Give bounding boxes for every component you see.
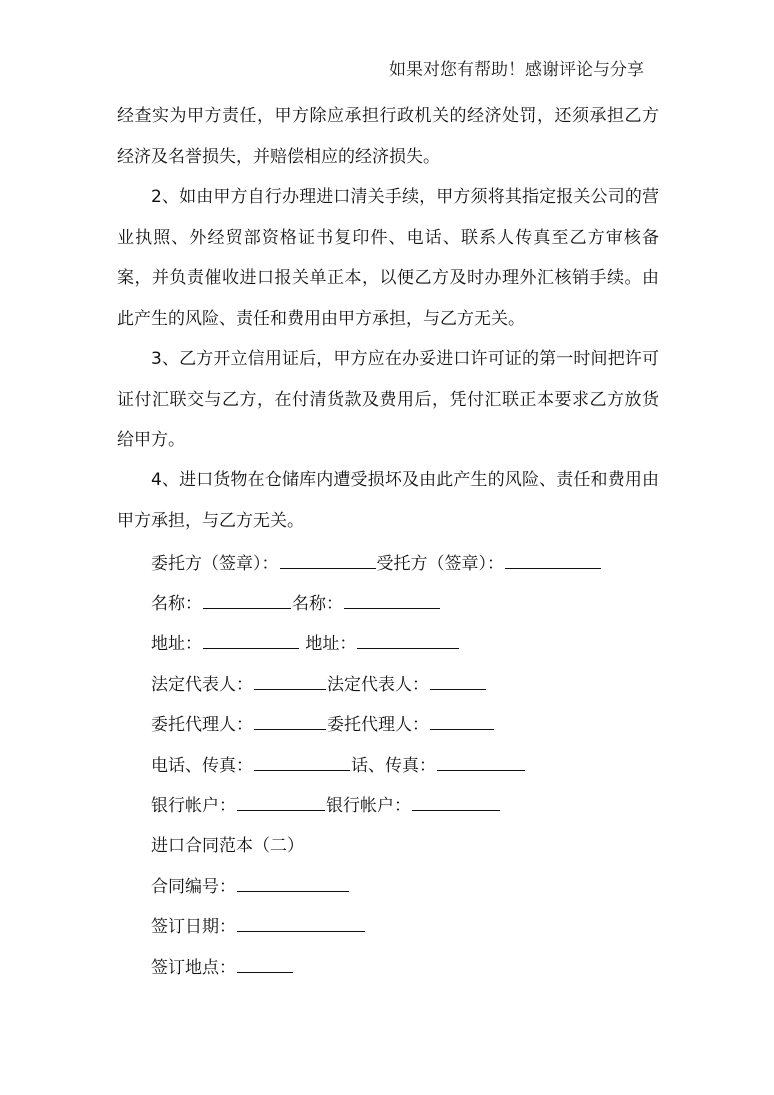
client-proxy-label: 委托代理人： bbox=[151, 715, 253, 735]
agent-proxy-blank[interactable] bbox=[430, 713, 494, 730]
paragraph-2-text: 2、如由甲方自行办理进口清关手续，甲方须将其指定报关公司的营业执照、外经贸部资格证书复印件、电话、联系人传真至乙方审核备案，并负责催收进口报关单正本，以便乙方及时办理外汇核销手续。由此产生的风险、责任和费用由甲方承担，与乙方无关。 bbox=[117, 187, 659, 329]
agent-legal-rep-label: 法定代表人： bbox=[327, 675, 429, 695]
signing-place-line bbox=[151, 956, 294, 980]
signing-date-line bbox=[151, 915, 366, 939]
agent-bank-account-label: 银行帐户： bbox=[326, 796, 411, 816]
client-legal-rep-blank[interactable] bbox=[254, 673, 326, 690]
signing-date-blank[interactable] bbox=[237, 915, 365, 932]
agent-address-blank[interactable] bbox=[357, 632, 459, 649]
client-address-label: 地址： bbox=[151, 634, 202, 654]
signing-place-blank[interactable] bbox=[237, 956, 293, 973]
legal-rep-line bbox=[151, 673, 487, 697]
client-phone-fax-blank[interactable] bbox=[254, 754, 350, 771]
client-phone-fax-label: 电话、传真： bbox=[151, 756, 253, 776]
agent-name-blank[interactable] bbox=[344, 592, 440, 609]
client-proxy-blank[interactable] bbox=[254, 713, 326, 730]
proxy-line bbox=[151, 713, 495, 737]
agent-name-label: 名称： bbox=[292, 594, 343, 614]
signature-line bbox=[151, 552, 602, 576]
paragraph-4-text: 4、进口货物在仓储库内遭受损坏及由此产生的风险、责任和费用由甲方承担，与乙方无关。 bbox=[117, 470, 659, 531]
bank-account-line bbox=[151, 794, 501, 818]
agent-signature-blank[interactable] bbox=[505, 552, 601, 569]
contract-number-label: 合同编号： bbox=[151, 877, 236, 897]
contract-number-blank[interactable] bbox=[237, 875, 349, 892]
page-header: 如果对您有帮助！感谢评论与分享 bbox=[389, 60, 644, 80]
section-title-text: 进口合同范本（二） bbox=[151, 836, 304, 856]
paragraph-4 bbox=[117, 460, 659, 541]
client-bank-account-label: 银行帐户： bbox=[151, 796, 236, 816]
agent-phone-fax-blank[interactable] bbox=[437, 754, 525, 771]
section-title bbox=[151, 834, 304, 858]
address-line bbox=[151, 632, 460, 656]
client-name-blank[interactable] bbox=[203, 592, 291, 609]
paragraph-3-text: 3、乙方开立信用证后，甲方应在办妥进口许可证的第一时间把许可证付汇联交与乙方，在付清货款及费用后，凭付汇联正本要求乙方放货给甲方。 bbox=[117, 349, 659, 450]
name-line bbox=[151, 592, 441, 616]
agent-phone-fax-label: 话、传真： bbox=[351, 756, 436, 776]
paragraph-3 bbox=[117, 339, 659, 461]
client-signature-blank[interactable] bbox=[280, 552, 376, 569]
paragraph-1-text: 经查实为甲方责任，甲方除应承担行政机关的经济处罚，还须承担乙方经济及名誉损失，并赔偿相应的经济损失。 bbox=[117, 106, 659, 167]
agent-proxy-label: 委托代理人： bbox=[327, 715, 429, 735]
paragraph-2 bbox=[117, 177, 659, 339]
agent-legal-rep-blank[interactable] bbox=[430, 673, 486, 690]
contract-number-line bbox=[151, 875, 350, 899]
agent-bank-account-blank[interactable] bbox=[412, 794, 500, 811]
client-legal-rep-label: 法定代表人： bbox=[151, 675, 253, 695]
client-name-label: 名称： bbox=[151, 594, 202, 614]
client-address-blank[interactable] bbox=[203, 632, 299, 649]
client-bank-account-blank[interactable] bbox=[237, 794, 325, 811]
agent-address-label: 地址： bbox=[305, 634, 357, 654]
phone-fax-line bbox=[151, 754, 526, 778]
paragraph-1 bbox=[117, 96, 659, 177]
agent-signature-label: 受托方（签章）： bbox=[376, 554, 504, 574]
signing-place-label: 签订地点： bbox=[151, 958, 236, 978]
signing-date-label: 签订日期： bbox=[151, 917, 236, 937]
client-signature-label: 委托方（签章）： bbox=[151, 554, 279, 574]
